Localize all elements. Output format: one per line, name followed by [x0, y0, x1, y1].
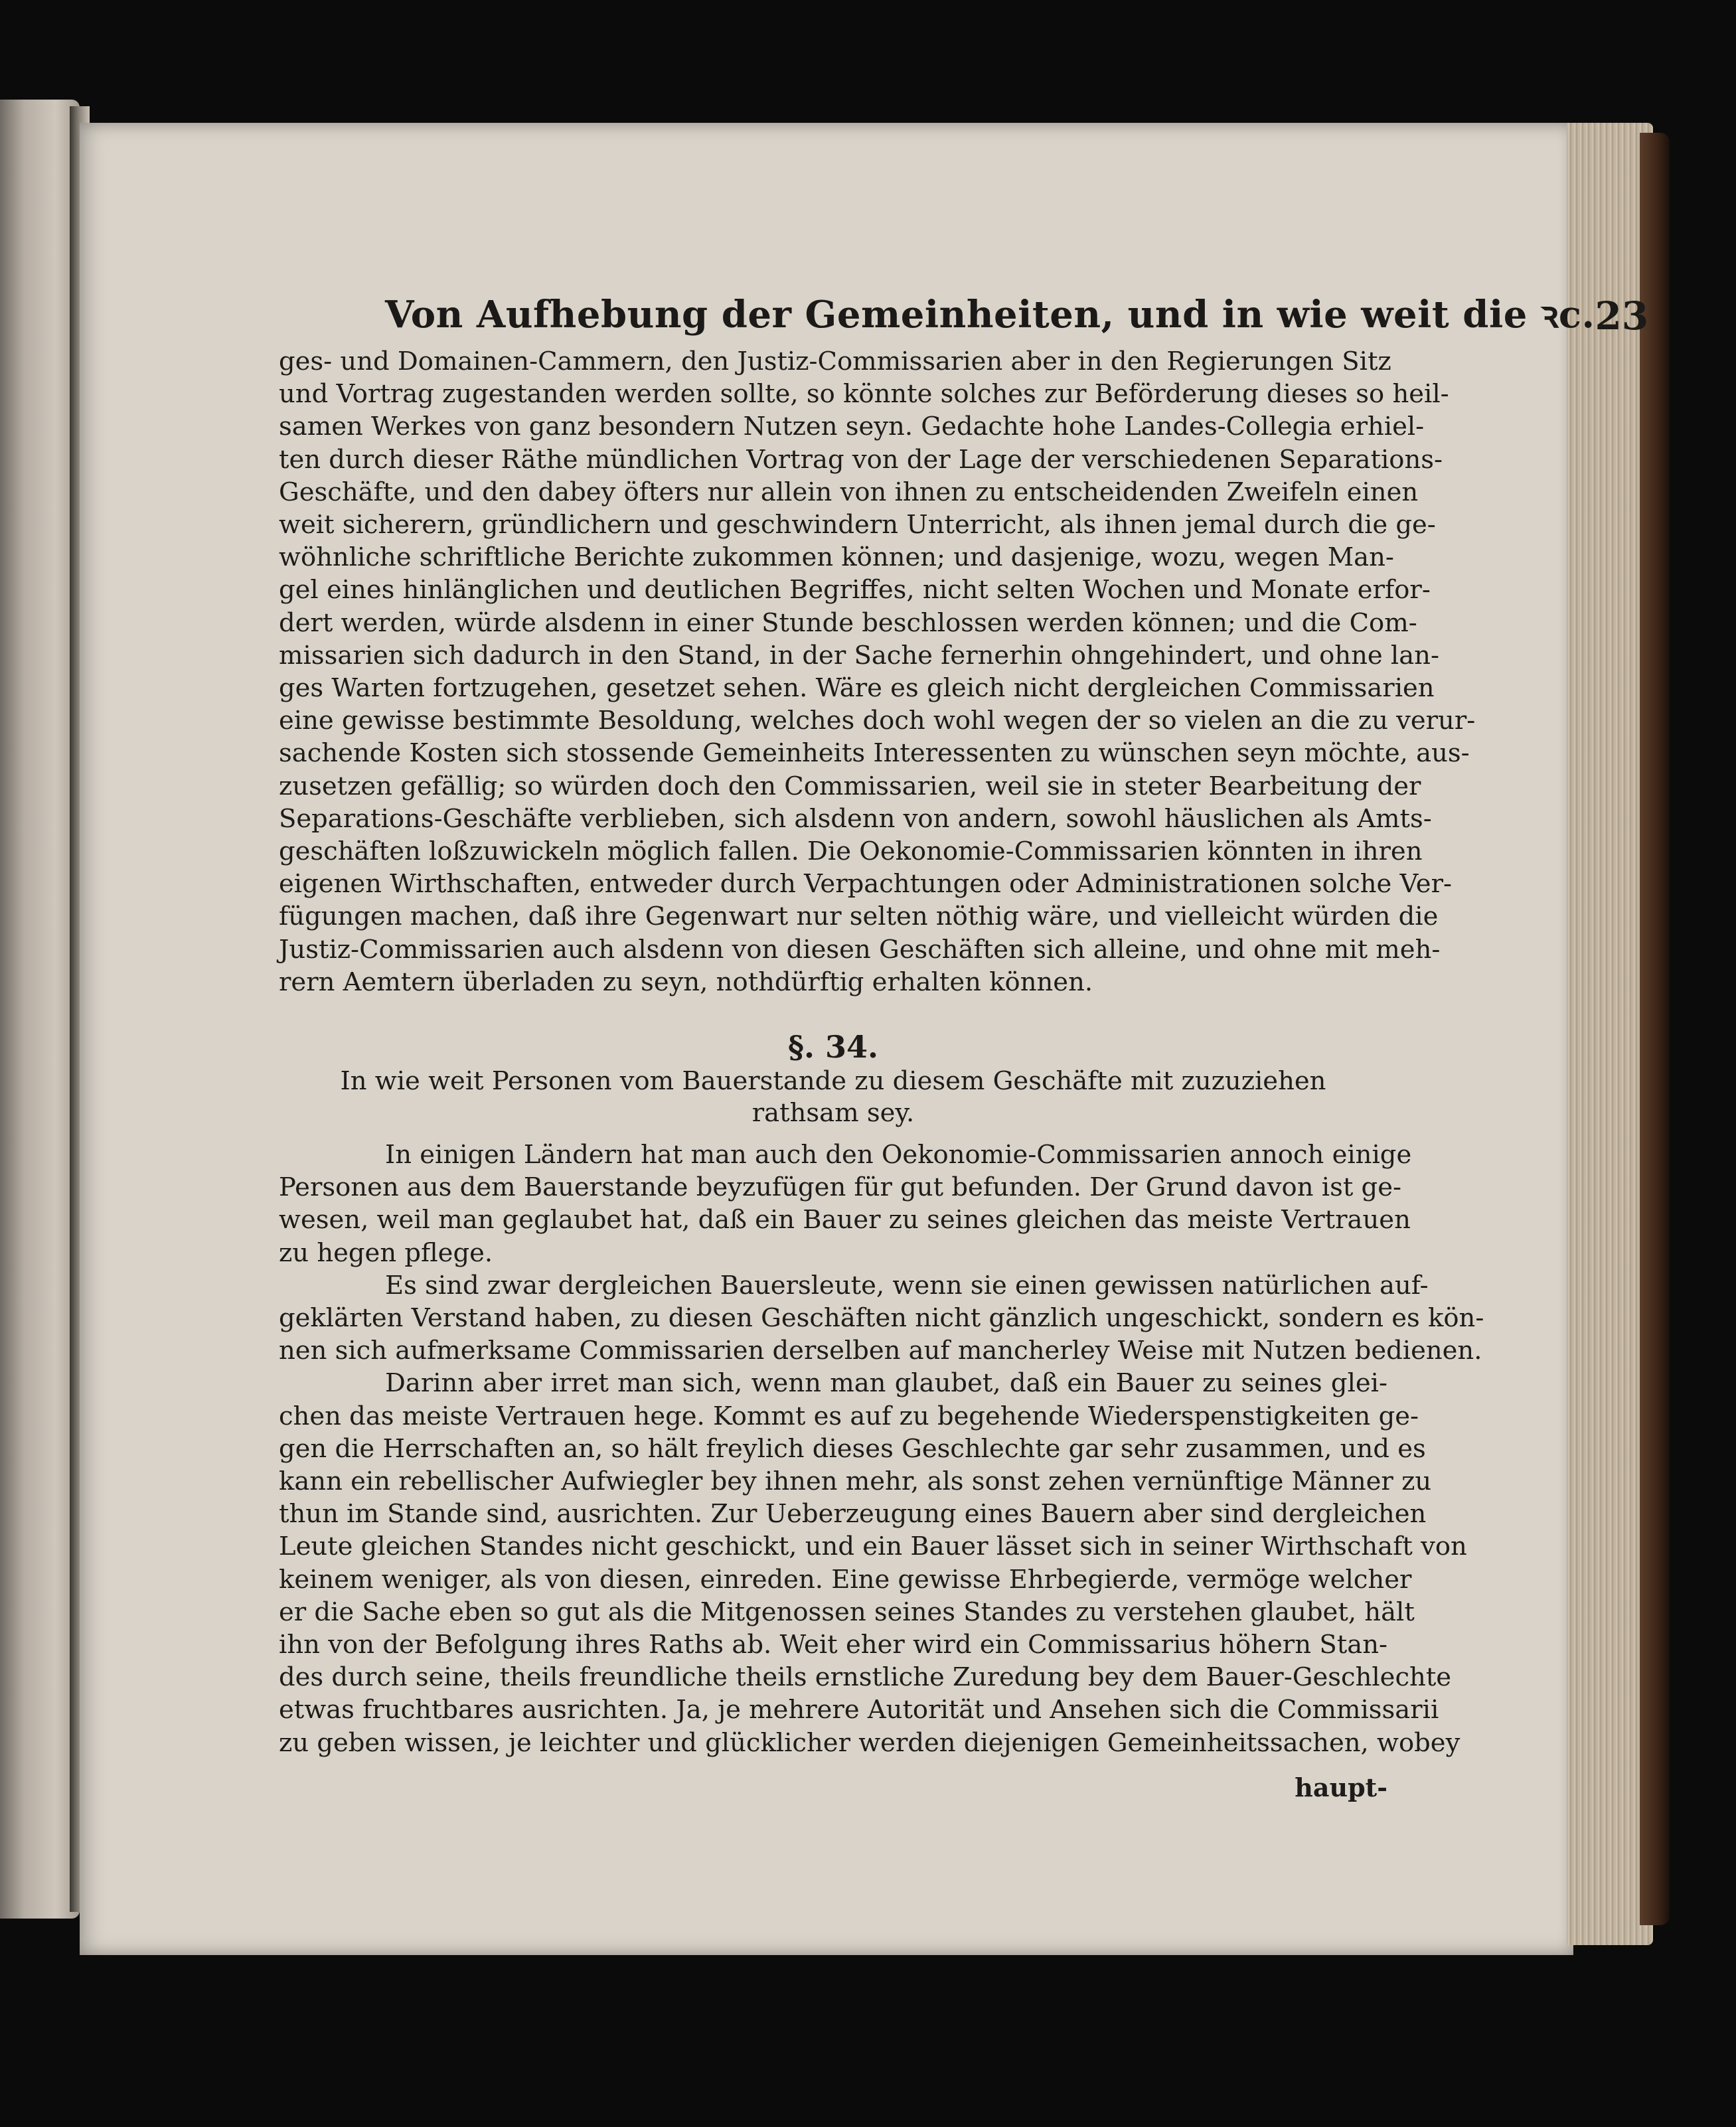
text-line: Separations-Geschäfte verblieben, sich alsdenn von andern, sowohl häuslichen als Amts-: [279, 803, 1432, 834]
text-line: ihn von der Befolgung ihres Raths ab. Weit eher wird ein Commissarius höhern Stan-: [279, 1630, 1387, 1660]
text-line: Leute gleichen Standes nicht geschickt, und ein Bauer lässet sich in seiner Wirthschaft von: [279, 1532, 1467, 1562]
section-heading-line: In wie weit Personen vom Bauerstande zu diesem Geschäfte mit zuzuziehen: [340, 1066, 1326, 1096]
text-line: gel eines hinlänglichen und deutlichen Begriffes, nicht selten Wochen und Monate erfor-: [279, 575, 1431, 605]
text-line: wöhnliche schriftliche Berichte zukommen können; und dasjenige, wozu, wegen Man-: [279, 542, 1394, 573]
text-line: ten durch dieser Räthe mündlichen Vortrag von der Lage der verschiedenen Separations-: [279, 444, 1443, 475]
text-line: zu geben wissen, je leichter und glücklicher werden diejenigen Gemeinheitssachen, wobey: [279, 1727, 1460, 1758]
text-line: sachende Kosten sich stossende Gemeinheits Interessenten zu wünschen seyn möchte, aus-: [279, 738, 1470, 769]
text-line: etwas fruchtbares ausrichten. Ja, je mehrere Autorität und Ansehen sich die Commissarii: [279, 1695, 1439, 1725]
section-heading-line: rathsam sey.: [751, 1098, 915, 1128]
text-line: und Vortrag zugestanden werden sollte, so könnte solches zur Beförderung dieses so heil-: [279, 379, 1449, 410]
text-line: gen die Herrschaften an, so hält freylich dieses Geschlechte gar sehr zusammen, und es: [279, 1433, 1426, 1464]
text-line: weit sicherern, gründlichern und geschwindern Unterricht, als ihnen jemal durch die ge-: [279, 510, 1436, 540]
text-line: nen sich aufmerksame Commissarien derselben auf mancherley Weise mit Nutzen bedienen.: [279, 1336, 1482, 1366]
text-line: geklärten Verstand haben, zu diesen Geschäften nicht gänzlich ungeschickt, sondern es kön-: [279, 1303, 1484, 1334]
text-line: Darinn aber irret man sich, wenn man glaubet, daß ein Bauer zu seines glei-: [385, 1368, 1387, 1399]
section-heading: [279, 1065, 1387, 1129]
text-line: Justiz-Commissarien auch alsdenn von diesen Geschäften sich alleine, und ohne mit meh-: [279, 934, 1441, 965]
text-line: samen Werkes von ganz besondern Nutzen seyn. Gedachte hohe Landes-Collegia erhiel-: [279, 412, 1425, 442]
text-line: eine gewisse bestimmte Besoldung, welches doch wohl wegen der so vielen an die zu verur-: [279, 706, 1476, 736]
text-line: Geschäfte, und den dabey öfters nur allein von ihnen zu entscheidenden Zweifeln einen: [279, 477, 1419, 507]
text-line: keinem weniger, als von diesen, einreden. Eine gewisse Ehrbegierde, vermöge welcher: [279, 1564, 1412, 1595]
text-line: geschäften loßzuwickeln möglich fallen. Die Oekonomie-Commissarien könnten in ihren: [279, 836, 1423, 867]
text-line: Es sind zwar dergleichen Bauersleute, wenn sie einen gewissen natürlichen auf-: [385, 1270, 1429, 1300]
text-line: Personen aus dem Bauerstande beyzufügen für gut befunden. Der Grund davon ist ge-: [279, 1172, 1401, 1203]
section-number: §. 34.: [787, 1029, 879, 1065]
text-line: chen das meiste Vertrauen hege. Kommt es auf zu begehende Wiederspenstigkeiten ge-: [279, 1401, 1419, 1431]
text-line: zusetzen gefällig; so würden doch den Commissarien, weil sie in steter Bearbeitung der: [279, 771, 1421, 801]
text-line: dert werden, würde alsdenn in einer Stunde beschlossen werden können; und die Com-: [279, 607, 1417, 638]
text-line: thun im Stande sind, ausrichten. Zur Ueberzeugung eines Bauern aber sind dergleichen: [279, 1499, 1427, 1530]
text-line: wesen, weil man geglaubet hat, daß ein Bauer zu seines gleichen das meiste Vertrauen: [279, 1205, 1411, 1235]
running-title: Von Aufhebung der Gemeinheiten, und in wie weit die ꝛc.: [385, 293, 1595, 337]
previous-page-edge: [0, 100, 80, 1919]
text-line: des durch seine, theils freundliche theils ernstliche Zuredung bey dem Bauer-Geschlechte: [279, 1662, 1452, 1693]
text-line: eigenen Wirthschaften, entweder durch Verpachtungen oder Administrationen solche Ver-: [279, 869, 1452, 900]
page-number: 23: [1595, 293, 1649, 339]
text-line: missarien sich dadurch in den Stand, in der Sache fernerhin ohngehindert, und ohne lan-: [279, 640, 1439, 670]
text-line: fügungen machen, daß ihre Gegenwart nur selten nöthig wäre, und vielleicht würden die: [279, 902, 1439, 932]
text-line: zu hegen pflege.: [279, 1237, 493, 1268]
text-block-lower: [279, 1139, 1484, 1759]
text-line: er die Sache eben so gut als die Mitgenossen seines Standes zu verstehen glaubet, hält: [279, 1597, 1415, 1627]
book-cover-edge: [1640, 133, 1670, 1925]
text-line: kann ein rebellischer Aufwiegler bey ihnen mehr, als sonst zehen vernünftige Männer zu: [279, 1466, 1432, 1497]
catchword: haupt-: [1295, 1772, 1387, 1802]
page-header: [385, 279, 1649, 339]
text-line: rern Aemtern überladen zu seyn, nothdürftig erhalten können.: [279, 967, 1093, 997]
text-line: ges- und Domainen-Cammern, den Justiz-Commissarien aber in den Regierungen Sitz: [279, 347, 1391, 376]
text-line: In einigen Ländern hat man auch den Oekonomie-Commissarien annoch einige: [385, 1140, 1412, 1170]
text-line: ges Warten fortzugehen, gesetzet sehen. Wäre es gleich nicht dergleichen Commissarien: [279, 673, 1435, 704]
text-block-upper: [279, 345, 1476, 998]
